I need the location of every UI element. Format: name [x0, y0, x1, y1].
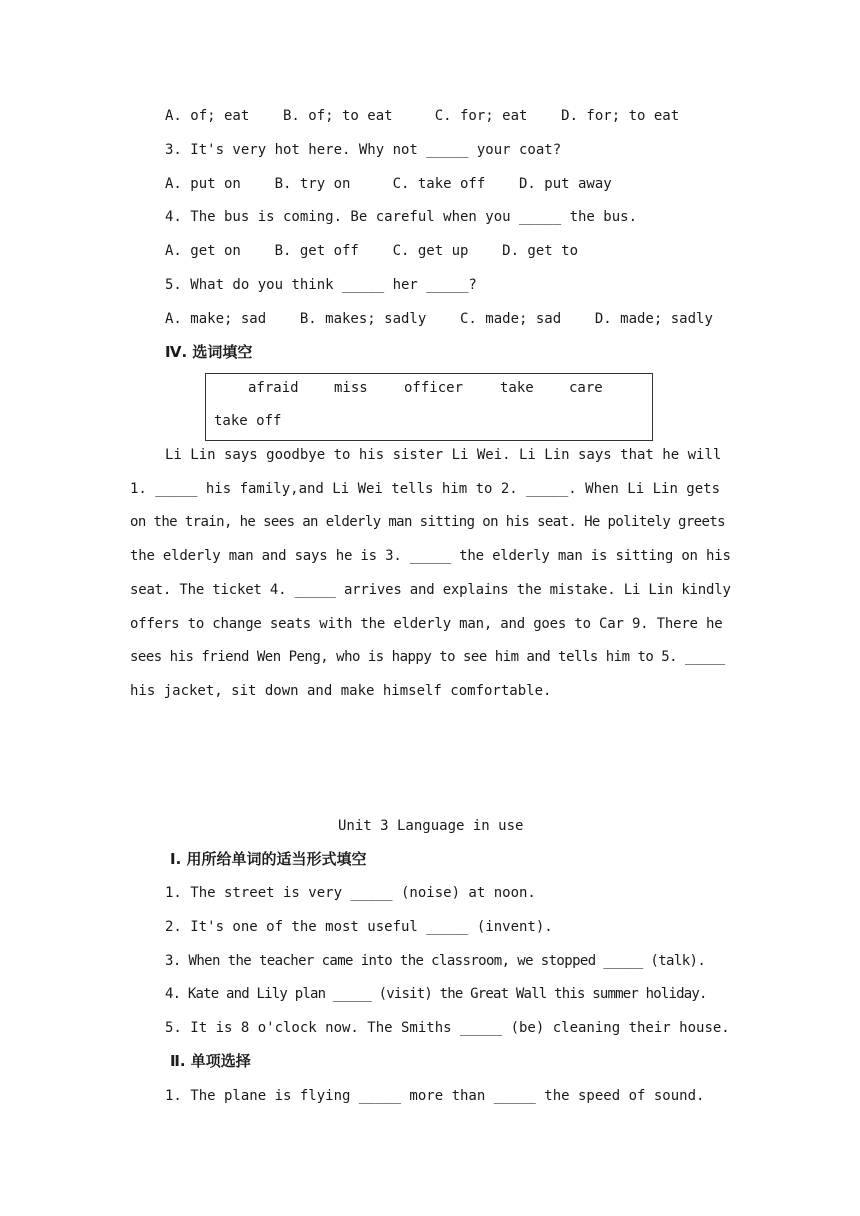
section-heading: Ⅰ. 用所给单词的适当形式填空	[170, 850, 367, 868]
question-line: 2. It's one of the most useful _____ (invent).	[165, 919, 553, 935]
question-options-line: A. put on B. try on C. take off D. put away	[165, 176, 612, 192]
question-line: 1. The plane is flying _____ more than _____ the speed of sound.	[165, 1088, 705, 1104]
question-line: 3. When the teacher came into the classroom, we stopped _____ (talk).	[165, 953, 706, 969]
passage-line: offers to change seats with the elderly man, and goes to Car 9. There he	[130, 616, 723, 632]
question-line: 5. It is 8 o'clock now. The Smiths _____ (be) cleaning their house.	[165, 1020, 730, 1036]
word-option: take off	[214, 413, 282, 429]
question-options-line: A. make; sad B. makes; sadly C. made; sad D. made; sadly	[165, 311, 713, 327]
question-line: 4. Kate and Lily plan _____ (visit) the Great Wall this summer holiday.	[165, 986, 707, 1002]
section-heading: Ⅱ. 单项选择	[170, 1052, 251, 1070]
question-line: 3. It's very hot here. Why not _____ your coat?	[165, 142, 562, 158]
question-options-line: A. get on B. get off C. get up D. get to	[165, 243, 579, 259]
word-option: officer	[404, 380, 464, 396]
question-options-line: A. of; eat B. of; to eat C. for; eat D. for; to eat	[165, 108, 680, 124]
question-line: 1. The street is very _____ (noise) at noon.	[165, 885, 536, 901]
passage-line: seat. The ticket 4. _____ arrives and explains the mistake. Li Lin kindly	[130, 582, 731, 598]
section-heading: Ⅳ. 选词填空	[165, 343, 253, 361]
passage-line: sees his friend Wen Peng, who is happy to see him and tells him to 5. _____	[130, 649, 725, 665]
word-option: care	[569, 380, 603, 396]
passage-line: on the train, he sees an elderly man sitting on his seat. He politely greets	[130, 514, 725, 530]
passage-line: 1. _____ his family,and Li Wei tells him to 2. _____. When Li Lin gets	[130, 481, 721, 497]
unit-title: Unit 3 Language in use	[338, 818, 524, 834]
question-line: 5. What do you think _____ her _____?	[165, 277, 477, 293]
passage-line: the elderly man and says he is 3. _____ the elderly man is sitting on his	[130, 548, 731, 564]
question-line: 4. The bus is coming. Be careful when you _____ the bus.	[165, 209, 638, 225]
passage-line: his jacket, sit down and make himself comfortable.	[130, 683, 552, 699]
word-box	[205, 373, 653, 441]
word-option: miss	[334, 380, 368, 396]
word-option: afraid	[248, 380, 299, 396]
passage-line: Li Lin says goodbye to his sister Li Wei. Li Lin says that he will	[165, 447, 722, 463]
word-option: take	[500, 380, 534, 396]
